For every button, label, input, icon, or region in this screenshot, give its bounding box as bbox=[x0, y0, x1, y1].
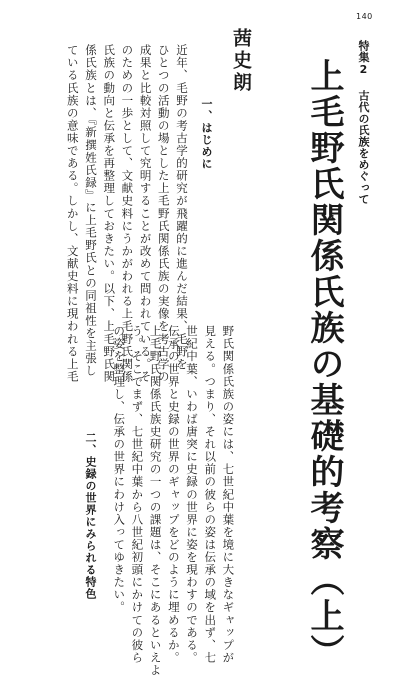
article-title: 上毛野氏関係氏族の基礎的考察（上） bbox=[304, 58, 344, 670]
text-line: 成果と比較対照して究明することが改めて問われている。そ bbox=[138, 44, 153, 383]
text-line: 係氏族とは、『新撰姓氏録』に上毛野氏との同祖性を主張し bbox=[83, 44, 98, 378]
text-line: 見える。つまり、それ以前の彼らの姿は伝承の域を出ず、七 bbox=[203, 325, 218, 664]
author-name: 茜史朗 bbox=[230, 28, 252, 94]
text-line: ひとつの活動の場とした上毛野氏関係氏族の実像を考古学の bbox=[156, 44, 171, 383]
body-text-continuation bbox=[110, 325, 237, 676]
text-line: の姿を整理し、伝承の世界にわけ入ってゆきたい。 bbox=[112, 325, 127, 614]
section-heading-introduction: 一、はじめに bbox=[200, 98, 213, 170]
text-line: 伝承の世界と史録の世界のギャップをどのように埋めるか。 bbox=[166, 325, 181, 664]
text-line: 野氏関係氏族の姿には、七世紀中葉を境に大きなギャップが bbox=[221, 325, 236, 664]
text-line: のための一歩として、文献史料にうかがわれる上毛野氏関係 bbox=[120, 44, 135, 383]
text-line: う。そこでまず、七世紀中葉から八世紀初頭にかけての彼ら bbox=[130, 325, 145, 664]
text-line: 世紀中葉、いわば唐突に史録の世界に姿を現わすのである。 bbox=[185, 325, 200, 664]
series-label: 特集2 古代の氏族をめぐって bbox=[357, 40, 370, 205]
text-line: 氏族の動向と伝承を再整理しておきたい。以下、上毛野氏関 bbox=[102, 44, 117, 383]
section-heading-historical-records: 二、史録の世界にみられる特色 bbox=[84, 432, 97, 600]
text-line: 上毛野氏関係氏族史研究の一つの課題は、そこにあるといえよ bbox=[148, 325, 163, 676]
text-line: 近年、毛野の考古学的研究が飛躍的に進んだ結果、毛野を bbox=[175, 44, 189, 371]
text-line: ている氏族の意味である。しかし、文献史料に現われる上毛 bbox=[65, 44, 80, 383]
page-number: 140 bbox=[356, 12, 373, 21]
